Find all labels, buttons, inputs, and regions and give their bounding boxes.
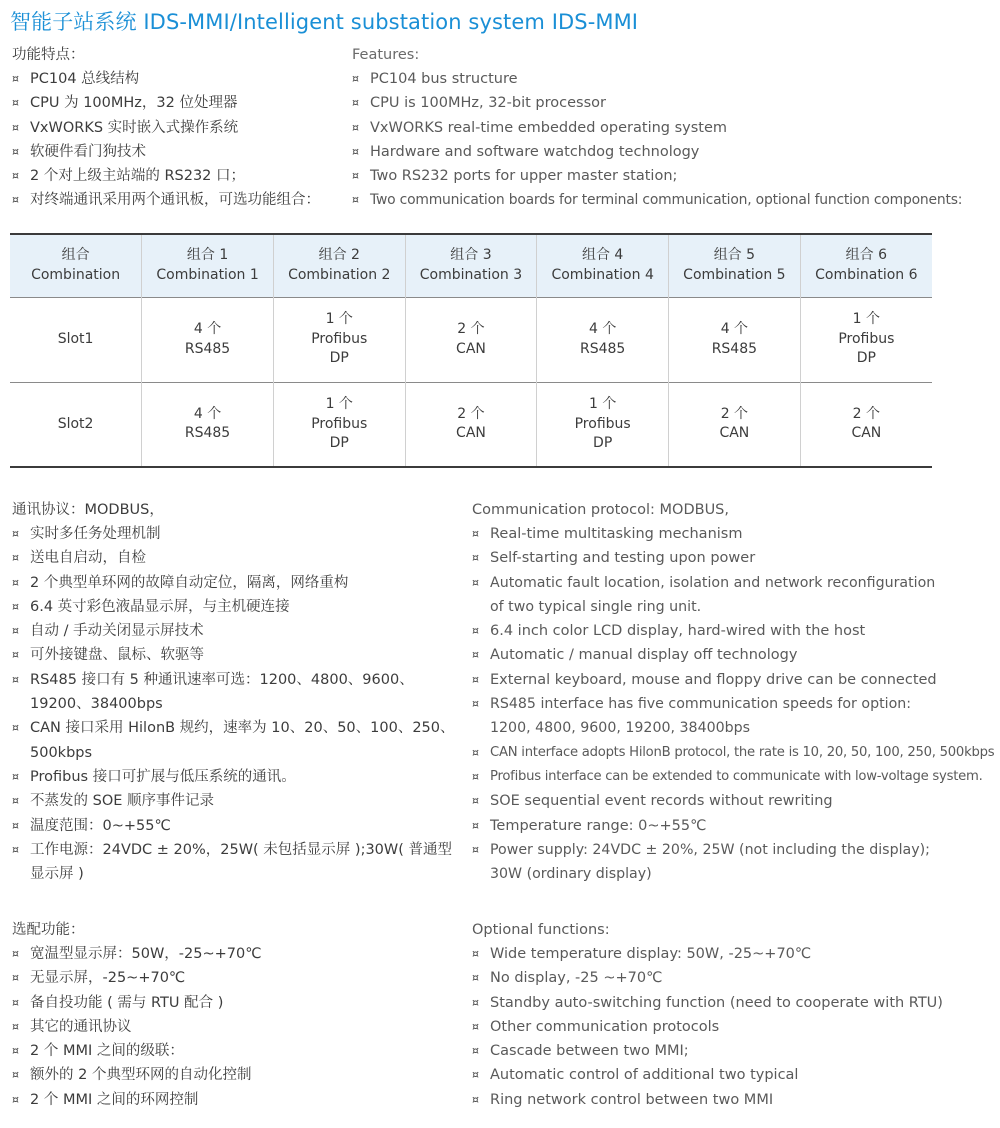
bullet-icon: ¤ bbox=[352, 169, 359, 183]
list-item: ¤ Automatic control of additional two typical bbox=[472, 1063, 937, 1087]
list-item: ¤ 2 个对上级主站端的 RS232 口； bbox=[12, 164, 342, 188]
optional-en-heading: Optional functions: bbox=[472, 922, 610, 938]
bullet-icon: ¤ bbox=[12, 721, 19, 735]
bullet-icon: ¤ bbox=[12, 648, 19, 662]
bullet-icon: ¤ bbox=[12, 818, 19, 832]
features-cn-list bbox=[12, 67, 342, 213]
table-cell: 4 个 RS485 bbox=[537, 297, 669, 382]
bullet-icon: ¤ bbox=[12, 169, 19, 183]
list-item: ¤ 6.4 inch color LCD display, hard-wired with the host bbox=[472, 619, 937, 643]
features-cn-heading: 功能特点： bbox=[12, 47, 85, 63]
communication-cn-list bbox=[12, 522, 457, 886]
list-item: ¤ 宽温型显示屏：50W，-25~+70℃ bbox=[12, 942, 457, 966]
table-header: 组合 Combination bbox=[10, 234, 142, 297]
bullet-icon: ¤ bbox=[472, 745, 479, 759]
bullet-icon: ¤ bbox=[472, 818, 479, 832]
page-title: 智能子站系统 IDS-MMI/Intelligent substation system IDS-MMI bbox=[10, 10, 639, 34]
communication-cn-section bbox=[12, 498, 457, 886]
bullet-icon: ¤ bbox=[12, 672, 19, 686]
row-label: Slot2 bbox=[10, 382, 142, 467]
bullet-icon: ¤ bbox=[12, 1019, 19, 1033]
list-item: ¤ 6.4 英寸彩色液晶显示屏，与主机硬连接 bbox=[12, 595, 457, 619]
table-cell: 2 个 CAN bbox=[405, 297, 537, 382]
bullet-icon: ¤ bbox=[472, 527, 479, 540]
bullet-icon: ¤ bbox=[352, 120, 359, 134]
bullet-icon: ¤ bbox=[12, 842, 19, 856]
table-cell: 2 个 CAN bbox=[669, 382, 801, 467]
bullet-icon: ¤ bbox=[12, 144, 19, 158]
list-item: ¤ VxWORKS real-time embedded operating system bbox=[352, 116, 952, 140]
bullet-icon: ¤ bbox=[12, 1044, 19, 1058]
optional-cn-heading: 选配功能： bbox=[12, 922, 85, 938]
bullet-icon: ¤ bbox=[12, 96, 19, 110]
list-item: ¤ 软硬件看门狗技术 bbox=[12, 140, 342, 164]
bullet-icon: ¤ bbox=[472, 1044, 479, 1058]
list-item: ¤ 其它的通讯协议 bbox=[12, 1015, 457, 1039]
list-item: ¤ 无显示屏，-25~+70℃ bbox=[12, 966, 457, 990]
list-item: ¤ CPU 为 100MHz，32 位处理器 bbox=[12, 91, 342, 115]
row-label: Slot1 bbox=[10, 297, 142, 382]
bullet-icon: ¤ bbox=[12, 527, 19, 540]
list-item: ¤ 实时多任务处理机制 bbox=[12, 522, 457, 546]
table-cell: 2 个 CAN bbox=[800, 382, 932, 467]
table-header: 组合 4 Combination 4 bbox=[537, 234, 669, 297]
list-item: ¤ Two communication boards for terminal communication, optional function components: bbox=[352, 188, 952, 212]
bullet-icon: ¤ bbox=[12, 624, 19, 638]
combination-table bbox=[10, 233, 932, 468]
optional-en-list bbox=[472, 942, 943, 1112]
list-item: ¤ PC104 bus structure bbox=[352, 67, 952, 91]
bullet-icon: ¤ bbox=[472, 995, 479, 1009]
bullet-icon: ¤ bbox=[472, 842, 479, 856]
list-item: ¤ Self-starting and testing upon power bbox=[472, 546, 937, 570]
bullet-icon: ¤ bbox=[12, 995, 19, 1009]
bullet-icon: ¤ bbox=[472, 575, 479, 589]
communication-en-heading: Communication protocol: MODBUS, bbox=[472, 502, 729, 518]
table-row bbox=[10, 382, 932, 467]
bullet-icon: ¤ bbox=[12, 1092, 19, 1106]
table-cell: 2 个 CAN bbox=[405, 382, 537, 467]
list-item: ¤ Profibus 接口可扩展与低压系统的通讯。 bbox=[12, 765, 457, 789]
bullet-icon: ¤ bbox=[352, 144, 359, 158]
bullet-icon: ¤ bbox=[12, 599, 19, 613]
list-item: ¤ Two RS232 ports for upper master station; bbox=[352, 164, 952, 188]
bullet-icon: ¤ bbox=[12, 769, 19, 783]
bullet-icon: ¤ bbox=[12, 120, 19, 134]
bullet-icon: ¤ bbox=[472, 971, 479, 985]
optional-en-section bbox=[472, 918, 943, 1112]
table-cell: 1 个 Profibus DP bbox=[800, 297, 932, 382]
list-item: ¤ Power supply: 24VDC ± 20%, 25W (not including the display); 30W (ordinary display) bbox=[472, 838, 937, 887]
table-header: 组合 5 Combination 5 bbox=[669, 234, 801, 297]
list-item: ¤ Profibus interface can be extended to communicate with low-voltage system. bbox=[472, 765, 937, 789]
features-cn-section bbox=[12, 43, 342, 213]
table-cell: 1 个 Profibus DP bbox=[273, 297, 405, 382]
list-item: ¤ CAN interface adopts HilonB protocol, the rate is 10, 20, 50, 100, 250, 500kbps bbox=[472, 741, 937, 765]
list-item: ¤ Wide temperature display: 50W, -25~+70℃ bbox=[472, 942, 937, 966]
bullet-icon: ¤ bbox=[472, 1068, 479, 1082]
bullet-icon: ¤ bbox=[352, 96, 359, 110]
list-item: ¤ CPU is 100MHz, 32-bit processor bbox=[352, 91, 952, 115]
list-item: ¤ 送电自启动，自检 bbox=[12, 546, 457, 570]
list-item: ¤ VxWORKS 实时嵌入式操作系统 bbox=[12, 116, 342, 140]
list-item: ¤ Other communication protocols bbox=[472, 1015, 937, 1039]
optional-cn-section bbox=[12, 918, 457, 1112]
list-item: ¤ No display, -25 ~+70℃ bbox=[472, 966, 937, 990]
list-item: ¤ 2 个 MMI 之间的级联： bbox=[12, 1039, 457, 1063]
bullet-icon: ¤ bbox=[472, 769, 479, 783]
bullet-icon: ¤ bbox=[472, 624, 479, 638]
features-en-heading: Features: bbox=[352, 47, 420, 63]
bullet-icon: ¤ bbox=[352, 72, 359, 85]
table-row bbox=[10, 297, 932, 382]
list-item: ¤ CAN 接口采用 HilonB 规约，速率为 10、20、50、100、250、500kbps bbox=[12, 716, 457, 765]
list-item: ¤ 备自投功能 ( 需与 RTU 配合 ) bbox=[12, 991, 457, 1015]
bullet-icon: ¤ bbox=[472, 672, 479, 686]
bullet-icon: ¤ bbox=[472, 947, 479, 960]
bullet-icon: ¤ bbox=[12, 193, 19, 207]
list-item: ¤ Hardware and software watchdog technology bbox=[352, 140, 952, 164]
communication-en-list bbox=[472, 522, 995, 886]
list-item: ¤ External keyboard, mouse and floppy drive can be connected bbox=[472, 668, 937, 692]
list-item: ¤ Standby auto-switching function (need to cooperate with RTU) bbox=[472, 991, 937, 1015]
list-item: ¤ Cascade between two MMI; bbox=[472, 1039, 937, 1063]
list-item: ¤ 2 个典型单环网的故障自动定位，隔离，网络重构 bbox=[12, 571, 457, 595]
features-en-section bbox=[352, 43, 963, 213]
table-cell: 4 个 RS485 bbox=[142, 297, 274, 382]
bullet-icon: ¤ bbox=[12, 971, 19, 985]
list-item: ¤ 温度范围：0~+55℃ bbox=[12, 814, 457, 838]
table-cell: 1 个 Profibus DP bbox=[537, 382, 669, 467]
bullet-icon: ¤ bbox=[12, 575, 19, 589]
bullet-icon: ¤ bbox=[472, 697, 479, 711]
table-header: 组合 1 Combination 1 bbox=[142, 234, 274, 297]
bullet-icon: ¤ bbox=[12, 1068, 19, 1082]
list-item: ¤ Temperature range: 0~+55℃ bbox=[472, 814, 937, 838]
communication-en-section bbox=[472, 498, 995, 886]
bullet-icon: ¤ bbox=[472, 648, 479, 662]
table-header: 组合 6 Combination 6 bbox=[800, 234, 932, 297]
list-item: ¤ Automatic / manual display off technology bbox=[472, 643, 937, 667]
table-header: 组合 2 Combination 2 bbox=[273, 234, 405, 297]
bullet-icon: ¤ bbox=[472, 1019, 479, 1033]
bullet-icon: ¤ bbox=[12, 794, 19, 808]
list-item: ¤ Automatic fault location, isolation and network reconfiguration of two typical single ring unit. bbox=[472, 571, 937, 620]
list-item: ¤ Real-time multitasking mechanism bbox=[472, 522, 937, 546]
table-header-row bbox=[10, 234, 932, 297]
bullet-icon: ¤ bbox=[472, 551, 479, 565]
bullet-icon: ¤ bbox=[472, 794, 479, 808]
list-item: ¤ 额外的 2 个典型环网的自动化控制 bbox=[12, 1063, 457, 1087]
table-header: 组合 3 Combination 3 bbox=[405, 234, 537, 297]
list-item: ¤ 工作电源：24VDC ± 20%，25W( 未包括显示屏 );30W( 普通型显示屏 ) bbox=[12, 838, 457, 887]
bullet-icon: ¤ bbox=[12, 551, 19, 565]
list-item: ¤ RS485 interface has five communication speeds for option: 1200, 4800, 9600, 19200, 38400bps bbox=[472, 692, 937, 741]
features-en-list bbox=[352, 67, 963, 213]
list-item: ¤ PC104 总线结构 bbox=[12, 67, 342, 91]
list-item: ¤ Ring network control between two MMI bbox=[472, 1088, 937, 1112]
optional-cn-list bbox=[12, 942, 457, 1112]
table-cell: 1 个 Profibus DP bbox=[273, 382, 405, 467]
communication-cn-heading: 通讯协议：MODBUS， bbox=[12, 502, 164, 518]
list-item: ¤ 不蒸发的 SOE 顺序事件记录 bbox=[12, 789, 457, 813]
list-item: ¤ 自动 / 手动关闭显示屏技术 bbox=[12, 619, 457, 643]
bullet-icon: ¤ bbox=[12, 72, 19, 85]
list-item: ¤ SOE sequential event records without rewriting bbox=[472, 789, 937, 813]
list-item: ¤ 2 个 MMI 之间的环网控制 bbox=[12, 1088, 457, 1112]
list-item: ¤ 对终端通讯采用两个通讯板，可选功能组合： bbox=[12, 188, 342, 212]
bullet-icon: ¤ bbox=[472, 1092, 479, 1106]
list-item: ¤ RS485 接口有 5 种通讯速率可选：1200、4800、9600、19200、38400bps bbox=[12, 668, 457, 717]
list-item: ¤ 可外接键盘、鼠标、软驱等 bbox=[12, 643, 457, 667]
table-cell: 4 个 RS485 bbox=[669, 297, 801, 382]
bullet-icon: ¤ bbox=[352, 193, 359, 207]
table-cell: 4 个 RS485 bbox=[142, 382, 274, 467]
bullet-icon: ¤ bbox=[12, 947, 19, 960]
